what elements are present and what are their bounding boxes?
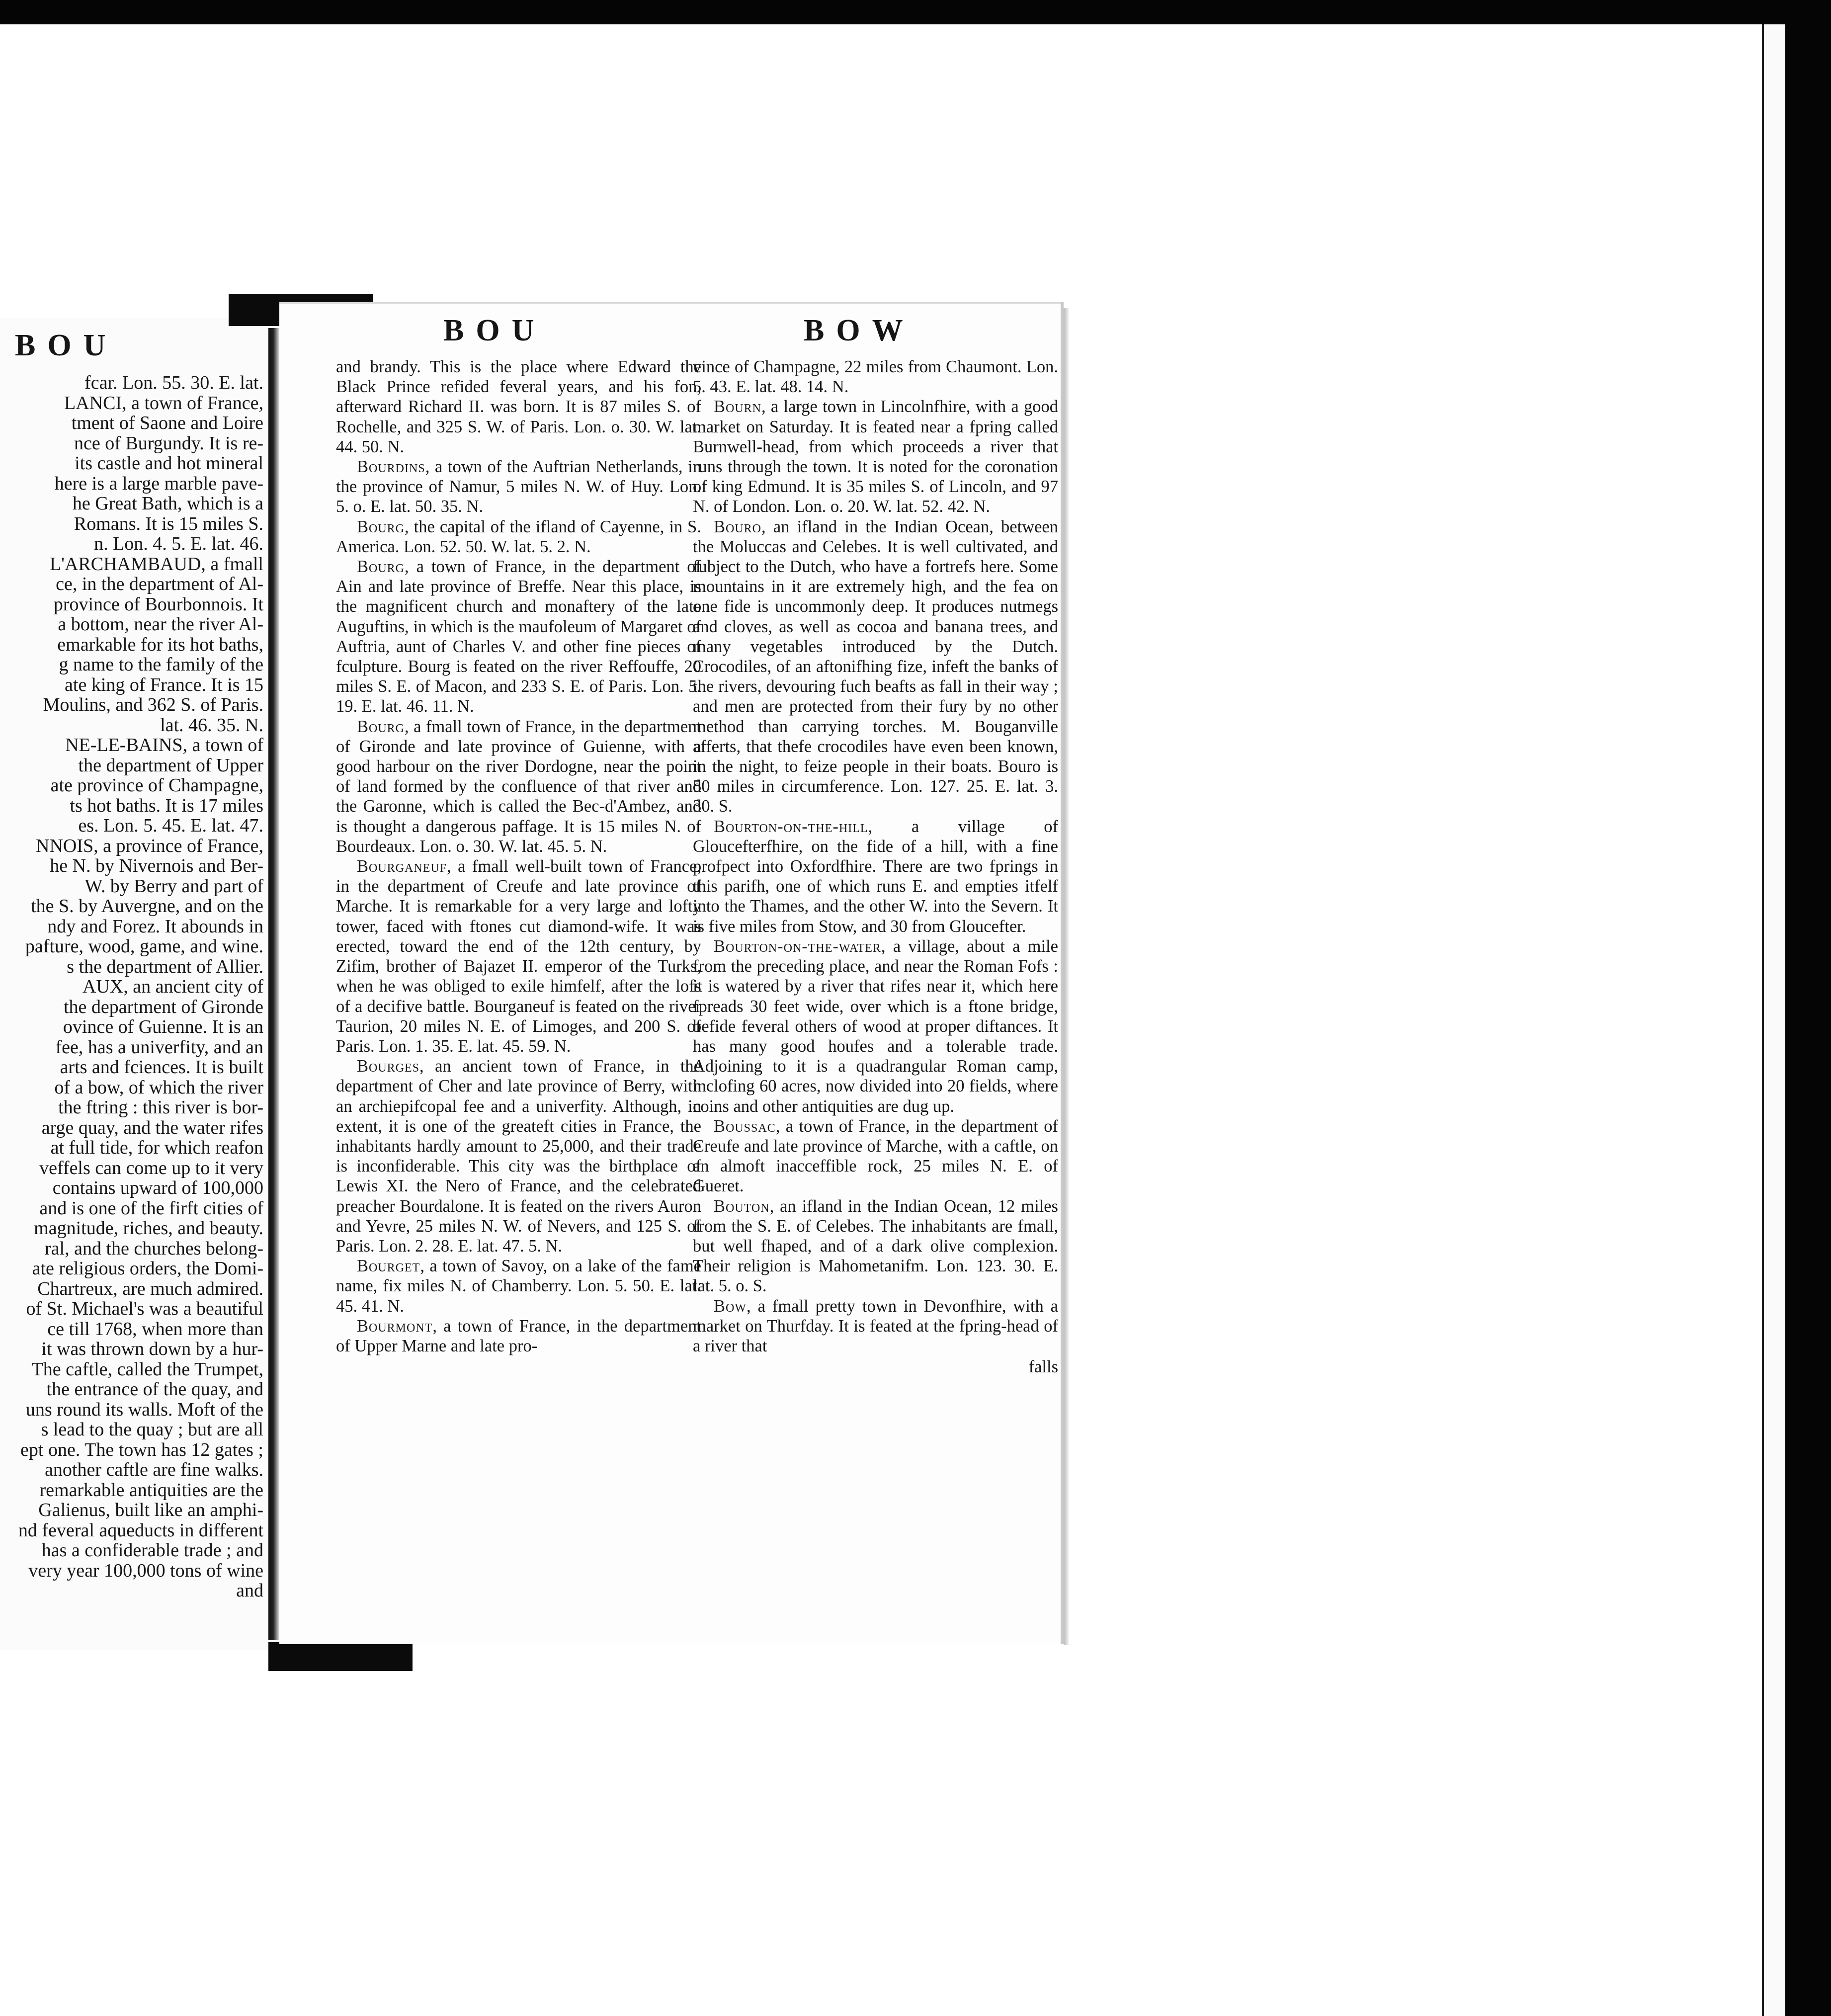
left-text-line: pafture, wood, game, and wine. <box>25 936 263 957</box>
page-edge <box>1064 308 1069 1645</box>
entry-headword: Bourg <box>357 717 405 736</box>
left-text-line: its castle and hot mineral <box>75 453 263 474</box>
left-text-line: Moulins, and 362 S. of Paris. <box>43 694 263 715</box>
left-text-line: The caftle, called the Trumpet, <box>31 1358 263 1380</box>
left-text-line: AUX, an ancient city of <box>82 976 263 997</box>
gazetteer-entry <box>336 1316 701 1356</box>
entry-text: , a fmall pretty town in Devonfhire, with a market on Thurfday. It is feated at the fpring-head of a river that <box>693 1296 1058 1355</box>
entry-headword: Bourg <box>357 517 405 536</box>
entry-headword: Bouro <box>714 517 762 536</box>
left-text-line: Romans. It is 15 miles S. <box>74 513 263 534</box>
left-text-line: s lead to the quay ; but are all <box>41 1419 263 1440</box>
left-text-line: contains upward of 100,000 <box>52 1177 263 1198</box>
left-text-line: tment of Saone and Loire <box>71 413 263 433</box>
left-text-line: W. by Berry and part of <box>84 875 263 897</box>
gazetteer-entry <box>336 357 701 457</box>
entry-text: , an ifland in the Indian Ocean, 12 miles from the S. E. of Celebes. The inhabitants are fmall, but well fhaped, and of a dark olive complexion. Their religion is Mahometanifm. Lon. 123. 30. E. lat. 5. o. S. <box>693 1196 1058 1296</box>
catchword: falls <box>1028 1357 1058 1377</box>
left-page-column <box>0 373 263 1601</box>
entry-text: , a large town in Lincolnfhire, with a good market on Saturday. It is feated near a fpring called Burnwell-head, from which proceeds a river that runs through the town. It is noted for the coronation of king Edmund. It is 35 miles S. of Lincoln, and 97 N. of London. Lon. o. 20. W. lat. 52. 42. N. <box>693 397 1058 516</box>
left-text-line: it was thrown down by a hur- <box>41 1339 263 1359</box>
left-text-line: ral, and the churches belong- <box>45 1238 263 1259</box>
gazetteer-entry <box>693 357 1058 397</box>
entry-text: , an ancient town of France, in the department of Cher and late province of Berry, with an archiepifcopal fee and a univerfity. Although, in extent, it is one of the greateft cities in France, the inhabitants hardly amount to 25,000, and their trade is inconfiderable. This city was the birthplace of Lewis XI. the Nero of France, and the celebrated preacher Bourdalone. It is feated on the rivers Auron and Yevre, 25 miles N. W. of Nevers, and 125 S. of Paris. Lon. 2. 28. E. lat. 47. 5. N. <box>336 1057 701 1256</box>
gazetteer-entry <box>336 1256 701 1316</box>
left-text-line: very year 100,000 tons of wine <box>28 1560 263 1581</box>
left-text-line: LANCI, a town of France, <box>64 392 263 414</box>
left-text-line: he Great Bath, which is a <box>72 493 263 514</box>
left-text-line: ate province of Champagne, <box>50 775 263 796</box>
left-text-line: veffels can come up to it very <box>39 1157 263 1178</box>
entry-text: , a village, about a mile from the preceding place, and near the Roman Fofs : it is watered by a river that rifes near it, which here fpreads 30 feet wide, over which is a ftone bridge, befide feveral others of wood at proper diftances. It has many good houfes and a tolerable trade. Adjoining to it is a quadrangular Roman camp, inclofing 60 acres, now divided into 20 fields, where coins and other antiquities are dug up. <box>693 936 1058 1116</box>
left-text-line: lat. 46. 35. N. <box>160 714 263 736</box>
running-head-left: BOU <box>443 314 546 347</box>
entry-headword: Bourget <box>357 1257 420 1276</box>
text-column-1 <box>336 357 701 1356</box>
left-text-line: here is a large marble pave- <box>54 473 263 494</box>
scan-border-right <box>1785 0 1831 2016</box>
entry-headword: Bourton-on-the-water <box>714 936 881 956</box>
left-text-line: the entrance of the quay, and <box>46 1379 263 1400</box>
left-text-line: Chartreux, are much admired. <box>37 1278 263 1299</box>
entry-text: , a fmall town of France, in the department of Gironde and late province of Guienne, with a good harbour on the river Dordogne, near the point of land formed by the confluence of that river and the Garonne, which is called the Bec-d'Ambez, and is thought a dangerous paffage. It is 15 miles N. of Bourdeaux. Lon. o. 30. W. lat. 45. 5. N. <box>336 717 701 856</box>
left-text-line: NE-LE-BAINS, a town of <box>65 735 263 756</box>
gazetteer-entry <box>693 1196 1058 1296</box>
entry-text: , the capital of the ifland of Cayenne, in S. America. Lon. 52. 50. W. lat. 5. 2. N. <box>336 517 701 556</box>
entry-headword: Bouton <box>714 1196 770 1216</box>
left-text-line: ce till 1768, when more than <box>47 1318 263 1340</box>
left-text-line: fcar. Lon. 55. 30. E. lat. <box>84 372 263 393</box>
gazetteer-entry <box>336 457 701 517</box>
left-text-line: es. Lon. 5. 45. E. lat. 47. <box>78 815 263 836</box>
gazetteer-entry <box>336 717 701 856</box>
entry-text: , a town of Savoy, on a lake of the fame name, fix miles N. of Chamberry. Lon. 5. 50. E. lat. 45. 41. N. <box>336 1257 701 1316</box>
left-text-line: ate religious orders, the Domi- <box>32 1258 263 1279</box>
left-text-line: L'ARCHAMBAUD, a fmall <box>49 553 263 575</box>
gazetteer-entry <box>693 1296 1058 1356</box>
left-text-line: the S. by Auvergne, and on the <box>31 896 263 917</box>
left-page <box>0 318 278 1650</box>
book-spine <box>268 328 279 1640</box>
left-text-line: NNOIS, a province of France, <box>36 835 263 856</box>
entry-headword: Bow <box>714 1296 747 1316</box>
clip-tab-bottom <box>268 1642 413 1671</box>
gazetteer-entry <box>336 517 701 557</box>
entry-headword: Bourdins <box>357 457 425 477</box>
entry-text: , a town of France, in the department of Upper Marne and late pro- <box>336 1316 701 1355</box>
left-text-line: arge quay, and the water rifes <box>41 1117 263 1138</box>
left-text-line: at full tide, for which reafon <box>50 1137 263 1158</box>
left-text-line: ce, in the department of Al- <box>56 574 263 594</box>
entry-text: , a town of the Auftrian Netherlands, in the province of Namur, 5 miles N. W. of Huy. Lon. 5. o. E. lat. 50. 35. N. <box>336 457 701 516</box>
scan-border-top <box>0 0 1831 24</box>
left-text-line: remarkable antiquities are the <box>39 1479 263 1501</box>
left-text-line: arts and fciences. It is built <box>60 1057 263 1078</box>
left-text-line: Galienus, built like an amphi- <box>38 1500 263 1520</box>
left-text-line: the department of Upper <box>78 755 263 776</box>
entry-text: , a town of France, in the department of Ain and late province of Breffe. Near this place, is the magnificent church and monaftery of the late Auguftins, in which is the maufoleum of Margaret of Auftria, aunt of Charles V. and other fine pieces of fculpture. Bourg is feated on the river Reffouffe, 20 miles S. E. of Macon, and 233 S. E. of Paris. Lon. 5. 19. E. lat. 46. 11. N. <box>336 557 701 716</box>
gazetteer-entry <box>693 817 1058 936</box>
entry-headword: Bourn <box>714 397 762 417</box>
left-text-line: ndy and Forez. It abounds in <box>47 916 263 937</box>
gazetteer-entry <box>336 856 701 1056</box>
left-text-line: province of Bourbonnois. It <box>53 593 263 615</box>
entry-text: , a village of Gloucefterfhire, on the fide of a hill, with a fine profpect into Oxfordfhire. There are two fprings in this parifh, one of which runs E. and empties itfelf into the Thames, and the other W. into the Severn. It is five miles from Stow, and 30 from Gloucefter. <box>693 817 1058 936</box>
gazetteer-entry <box>693 397 1058 516</box>
left-text-line: the ftring : this river is bor- <box>58 1097 263 1118</box>
left-text-line: s the department of Allier. <box>67 956 263 977</box>
left-text-line: and <box>236 1580 263 1601</box>
entry-headword: Bourton-on-the-hill <box>714 817 868 836</box>
left-text-line: of St. Michael's was a beautiful <box>26 1298 263 1319</box>
entry-headword: Bourg <box>357 557 405 577</box>
left-text-line: nd feveral aqueducts in different <box>18 1519 263 1541</box>
entry-text: , a town of France, in the department of Creufe and late province of Marche, with a caftle, on an almoft inacceffible rock, 25 miles N. E. of Gueret. <box>693 1116 1058 1196</box>
gazetteer-entry <box>336 557 701 717</box>
left-text-line: ovince of Guienne. It is an <box>63 1016 263 1037</box>
left-text-line: another caftle are fine walks. <box>45 1459 263 1480</box>
text-column-2 <box>693 357 1058 1377</box>
gazetteer-entry <box>693 1116 1058 1196</box>
left-text-line: ept one. The town has 12 gates ; <box>20 1439 263 1460</box>
left-text-line: has a confiderable trade ; and <box>41 1540 263 1561</box>
left-text-line: magnitude, riches, and beauty. <box>34 1218 263 1239</box>
entry-text: , an ifland in the Indian Ocean, between the Moluccas and Celebes. It is well cultivated, and fubject to the Dutch, who have a fortrefs here. Some mountains in it are extremely high, and the fea on one fide is uncommonly deep. It produces nutmegs and cloves, as well as cocoa and banana trees, and many vegetables introduced by the Dutch. Crocodiles, of an aftonifhing fize, infeft the banks of the rivers, devouring fuch beafts as fall in their way ; and men are protected from their fury by no other method than carrying torches. M. Bouganville afferts, that thefe crocodiles have even been known, in the night, to feize people in their boats. Bouro is 50 miles in circumference. Lon. 127. 25. E. lat. 3. 30. S. <box>693 517 1058 816</box>
left-text-line: ate king of France. It is 15 <box>65 674 263 695</box>
left-text-line: fee, has a univerfity, and an <box>55 1036 263 1058</box>
left-text-line: ts hot baths. It is 17 miles <box>70 795 263 816</box>
entry-headword: Bourmont <box>357 1316 433 1336</box>
entry-text: , a fmall well-built town of France, in the department of Creufe and late province of Marche. It is remarkable for a very large and lofty tower, faced with ftones cut diamond-wife. It was erected, toward the end of the 12th century, by Zifim, brother of Bajazet II. emperor of the Turks, when he was obliged to exile himfelf, after the lofs of a decifive battle. Bourganeuf is feated on the river Taurion, 20 miles N. E. of Limoges, and 200 S. of Paris. Lon. 1. 35. E. lat. 45. 59. N. <box>336 857 701 1056</box>
left-text-line: uns round its walls. Moft of the <box>25 1399 263 1420</box>
scan-border-inner <box>1762 24 1787 2016</box>
gazetteer-entry <box>693 517 1058 817</box>
left-text-line: the department of Gironde <box>63 996 263 1017</box>
left-page-header: BOU <box>15 329 118 362</box>
left-text-line: emarkable for its hot baths, <box>57 634 263 655</box>
left-text-line: he N. by Nivernois and Ber- <box>50 855 263 876</box>
left-text-line: nce of Burgundy. It is re- <box>74 432 263 454</box>
left-text-line: and is one of the firft cities of <box>39 1197 263 1219</box>
left-text-line: g name to the family of the <box>59 654 263 675</box>
left-text-line: of a bow, of which the river <box>54 1077 263 1098</box>
entry-text: vince of Champagne, 22 miles from Chaumont. Lon. 5. 43. E. lat. 48. 14. N. <box>693 357 1058 397</box>
entry-headword: Bourganeuf <box>357 857 447 876</box>
gazetteer-entry <box>336 1056 701 1256</box>
entry-text: and brandy. This is the place where Edward the Black Prince refided feveral years, and his fon, afterward Richard II. was born. It is 87 miles S. of Rochelle, and 325 S. W. of Paris. Lon. o. 30. W. lat. 44. 50. N. <box>336 357 701 456</box>
running-head-right: BOW <box>804 314 915 347</box>
entry-headword: Bourges <box>357 1057 420 1076</box>
entry-headword: Boussac <box>714 1116 776 1136</box>
left-text-line: a bottom, near the river Al- <box>58 614 263 635</box>
gazetteer-entry <box>693 936 1058 1116</box>
left-text-line: n. Lon. 4. 5. E. lat. 46. <box>94 533 263 554</box>
right-page <box>279 302 1064 1644</box>
